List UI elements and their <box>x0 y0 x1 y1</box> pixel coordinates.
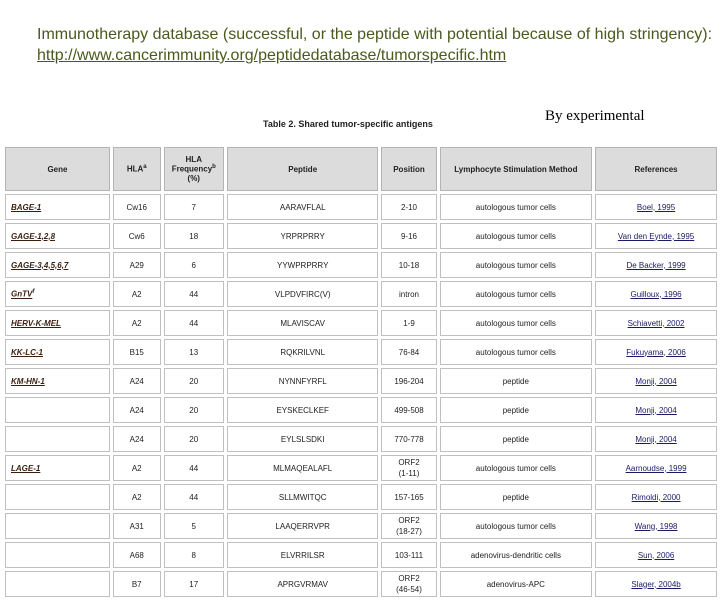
header-hla: HLA$^a$ <box>113 147 161 191</box>
cell-reference <box>595 223 717 249</box>
cell-position: 76-84 <box>381 339 436 365</box>
cell-reference <box>595 194 717 220</box>
cell-hla: A2 <box>113 281 161 307</box>
cell-position: 2-10 <box>381 194 436 220</box>
cell-gene <box>5 571 110 597</box>
cell-peptide: NYNNFYRFL <box>227 368 379 394</box>
reference-link[interactable]: Guilloux, 1996 <box>630 289 682 299</box>
gene-link[interactable]: BAGE-1 <box>11 202 42 212</box>
table-header-row <box>5 147 717 191</box>
cell-peptide: YYWPRPRRY <box>227 252 379 278</box>
table-row <box>5 194 717 220</box>
header-gene: Gene <box>5 147 110 191</box>
table-row <box>5 542 717 568</box>
cell-hla: Cw6 <box>113 223 161 249</box>
cell-reference <box>595 252 717 278</box>
cell-peptide: MLAVISCAV <box>227 310 379 336</box>
cell-gene <box>5 426 110 452</box>
header-references: References <box>595 147 717 191</box>
cell-method: autologous tumor cells <box>440 281 593 307</box>
header-hla-frequency: HLA Frequency$^b$ (%) <box>164 147 224 191</box>
cell-reference <box>595 542 717 568</box>
gene-link[interactable]: KK-LC-1 <box>11 347 43 357</box>
cell-frequency: 20 <box>164 368 224 394</box>
cell-frequency: 8 <box>164 542 224 568</box>
table-body <box>5 194 717 597</box>
experimental-note: By experimental <box>545 108 645 124</box>
cell-frequency: 18 <box>164 223 224 249</box>
reference-link[interactable]: Sun, 2006 <box>637 550 675 560</box>
cell-frequency: 7 <box>164 194 224 220</box>
cell-position: ORF2 (1-11) <box>381 455 436 481</box>
cell-hla: A2 <box>113 310 161 336</box>
cell-gene <box>5 397 110 423</box>
table-row <box>5 368 717 394</box>
cell-method: autologous tumor cells <box>440 223 593 249</box>
cell-hla: A29 <box>113 252 161 278</box>
table-row <box>5 252 717 278</box>
table-row <box>5 223 717 249</box>
cell-position: 770-778 <box>381 426 436 452</box>
cell-position: 10-18 <box>381 252 436 278</box>
cell-peptide: AARAVFLAL <box>227 194 379 220</box>
reference-link[interactable]: Schiavetti, 2002 <box>627 318 685 328</box>
cell-reference <box>595 310 717 336</box>
cell-method: autologous tumor cells <box>440 310 593 336</box>
cell-frequency: 20 <box>164 397 224 423</box>
cell-method: peptide <box>440 397 593 423</box>
gene-link[interactable]: LAGE-1 <box>11 463 41 473</box>
cell-gene <box>5 484 110 510</box>
cell-method: peptide <box>440 368 593 394</box>
cell-gene <box>5 252 110 278</box>
cell-reference <box>595 397 717 423</box>
cell-frequency: 17 <box>164 571 224 597</box>
reference-link[interactable]: Monji, 2004 <box>635 405 677 415</box>
cell-frequency: 13 <box>164 339 224 365</box>
gene-link[interactable]: GnTV <box>11 289 33 299</box>
cell-hla: A24 <box>113 426 161 452</box>
cell-hla: B15 <box>113 339 161 365</box>
cell-method: autologous tumor cells <box>440 194 593 220</box>
cell-position: 1-9 <box>381 310 436 336</box>
cell-frequency: 44 <box>164 310 224 336</box>
cell-peptide: LAAQERRVPR <box>227 513 379 539</box>
cell-position: 103-111 <box>381 542 436 568</box>
gene-link[interactable]: GAGE-1,2,8 <box>11 231 56 241</box>
table-row <box>5 339 717 365</box>
cell-reference <box>595 571 717 597</box>
heading-text: Immunotherapy database (successful, or the peptide with potential because of high stringency): <box>37 26 713 43</box>
cell-position: ORF2 (46-54) <box>381 571 436 597</box>
reference-link[interactable]: Rimoldi, 2000 <box>631 492 681 502</box>
cell-method: adenovirus-dendritic cells <box>440 542 593 568</box>
cell-gene <box>5 513 110 539</box>
cell-gene <box>5 194 110 220</box>
reference-link[interactable]: Monji, 2004 <box>635 376 677 386</box>
cell-method: autologous tumor cells <box>440 339 593 365</box>
cell-hla: Cw16 <box>113 194 161 220</box>
cell-position: 196-204 <box>381 368 436 394</box>
cell-gene <box>5 368 110 394</box>
cell-hla: A2 <box>113 455 161 481</box>
reference-link[interactable]: Aarnoudse, 1999 <box>625 463 687 473</box>
table-row <box>5 484 717 510</box>
cell-peptide: EYSKECLKEF <box>227 397 379 423</box>
cell-position: 499-508 <box>381 397 436 423</box>
cell-frequency: 44 <box>164 484 224 510</box>
cell-peptide: VLPDVFIRC(V) <box>227 281 379 307</box>
cell-peptide: MLMAQEALAFL <box>227 455 379 481</box>
cell-frequency: 20 <box>164 426 224 452</box>
cell-position: intron <box>381 281 436 307</box>
table-title: Table 2. Shared tumor-specific antigens <box>263 119 433 129</box>
cell-gene <box>5 542 110 568</box>
cell-method: peptide <box>440 426 593 452</box>
header-peptide: Peptide <box>227 147 379 191</box>
cell-reference <box>595 484 717 510</box>
table-row <box>5 426 717 452</box>
cell-hla: A68 <box>113 542 161 568</box>
heading-block <box>37 24 717 66</box>
cell-reference <box>595 339 717 365</box>
cell-gene <box>5 223 110 249</box>
gene-link[interactable]: HERV-K-MEL <box>11 318 61 328</box>
reference-link[interactable]: Boel, 1995 <box>636 202 676 212</box>
cell-reference <box>595 368 717 394</box>
cell-peptide: SLLMWITQC <box>227 484 379 510</box>
reference-link[interactable]: Fukuyama, 2006 <box>626 347 686 357</box>
header-method: Lymphocyte Stimulation Method <box>440 147 593 191</box>
reference-link[interactable]: Van den Eynde, 1995 <box>617 231 695 241</box>
cell-method: adenovirus-APC <box>440 571 593 597</box>
reference-link[interactable]: Monji, 2004 <box>635 434 677 444</box>
reference-link[interactable]: De Backer, 1999 <box>626 260 686 270</box>
cell-reference <box>595 426 717 452</box>
cell-position: ORF2 (18-27) <box>381 513 436 539</box>
table-row <box>5 571 717 597</box>
cell-peptide: RQKRILVNL <box>227 339 379 365</box>
cell-peptide: YRPRPRRY <box>227 223 379 249</box>
cell-method: autologous tumor cells <box>440 455 593 481</box>
cell-position: 9-16 <box>381 223 436 249</box>
cell-peptide: APRGVRMAV <box>227 571 379 597</box>
cell-frequency: 44 <box>164 455 224 481</box>
header-position: Position <box>381 147 436 191</box>
gene-link[interactable]: KM-HN-1 <box>11 376 45 386</box>
table-row <box>5 397 717 423</box>
cell-method: autologous tumor cells <box>440 252 593 278</box>
reference-link[interactable]: Wang, 1998 <box>634 521 678 531</box>
cell-position: 157-165 <box>381 484 436 510</box>
table-row <box>5 281 717 307</box>
antigen-table-container <box>2 144 720 594</box>
database-link[interactable]: http://www.cancerimmunity.org/peptidedatabase/tumorspecific.htm <box>37 47 507 64</box>
cell-gene <box>5 455 110 481</box>
cell-gene: GnTV$^f$ <box>5 281 110 307</box>
cell-hla: A2 <box>113 484 161 510</box>
cell-hla: B7 <box>113 571 161 597</box>
cell-frequency: 6 <box>164 252 224 278</box>
cell-hla: A24 <box>113 397 161 423</box>
antigen-table <box>2 144 720 600</box>
cell-reference <box>595 455 717 481</box>
cell-method: peptide <box>440 484 593 510</box>
cell-hla: A24 <box>113 368 161 394</box>
gene-link[interactable]: GAGE-3,4,5,6,7 <box>11 260 69 270</box>
cell-peptide: EYLSLSDKI <box>227 426 379 452</box>
cell-reference <box>595 281 717 307</box>
cell-method: autologous tumor cells <box>440 513 593 539</box>
cell-gene <box>5 339 110 365</box>
cell-frequency: 44 <box>164 281 224 307</box>
reference-link[interactable]: Slager, 2004b <box>631 579 681 589</box>
cell-hla: A31 <box>113 513 161 539</box>
cell-reference <box>595 513 717 539</box>
cell-peptide: ELVRRILSR <box>227 542 379 568</box>
table-row <box>5 513 717 539</box>
cell-gene <box>5 310 110 336</box>
table-row <box>5 455 717 481</box>
table-row <box>5 310 717 336</box>
cell-frequency: 5 <box>164 513 224 539</box>
